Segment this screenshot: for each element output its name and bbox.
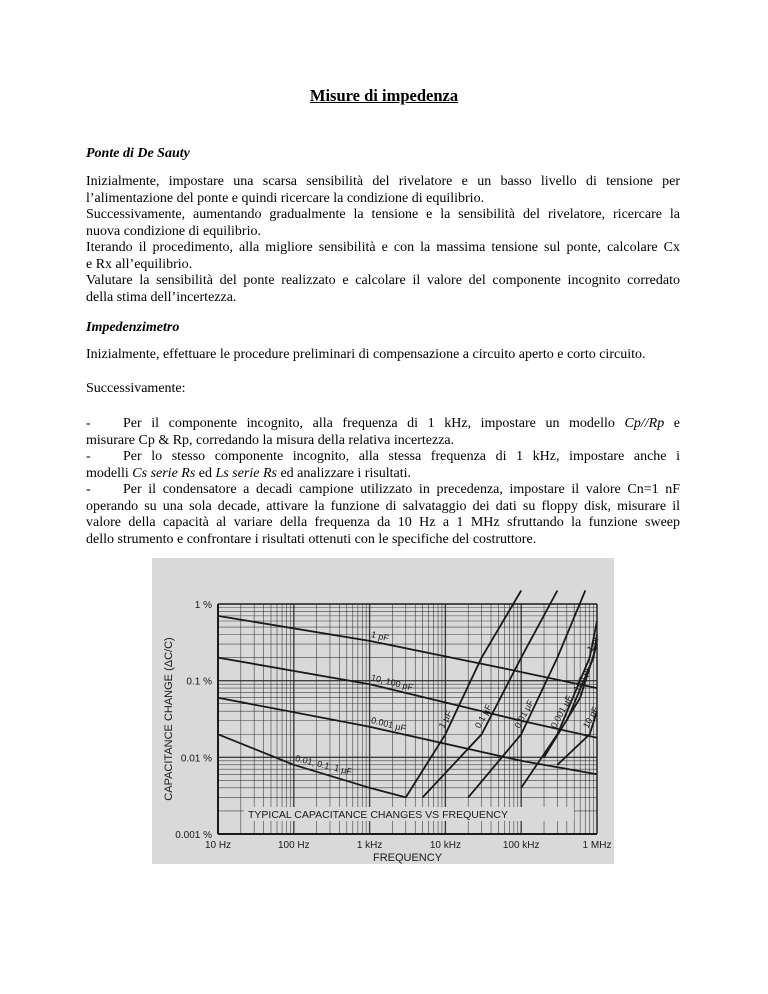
de-sauty-paragraph	[86, 174, 680, 306]
x-tick-label: 100 kHz	[502, 840, 540, 851]
series-line	[218, 616, 597, 688]
list-item-line: - Per lo stesso componente incognito, alla stessa frequenza di 1 kHz, impostare anche i	[86, 449, 680, 464]
y-axis-label: CAPACITANCE CHANGE (ΔC/C)	[163, 637, 175, 801]
page-title: Misure di impedenza	[309, 86, 459, 105]
list-dash: -	[86, 449, 91, 464]
x-tick-label: 100 Hz	[277, 840, 310, 851]
series-label: 10, 100 pF	[370, 672, 415, 693]
list-dash: -	[86, 482, 91, 497]
text-line: nuova condizione di equilibrio.	[86, 223, 261, 239]
impedenzimetro-intro	[86, 347, 680, 364]
series-label: 10 pF	[580, 704, 601, 730]
text-line: Successivamente:	[86, 381, 186, 396]
series-label: 1 pF	[584, 632, 603, 654]
series-line	[218, 698, 597, 775]
series-line	[406, 591, 521, 798]
text-line: Iterando il procedimento, alla migliore sensibilità e con la massima tensione sul ponte, calcolare Cx	[86, 240, 680, 255]
list-item-line: - Per il componente incognito, alla frequenza di 1 kHz, impostare un modello Cp//Rp e	[86, 416, 681, 431]
series-label: 0.001 µF	[548, 693, 575, 730]
list-item-line: operando su una sola decade, attivare la funzione di salvataggio dei dati su floppy disk, misurare il	[86, 498, 680, 514]
impedenzimetro-then	[86, 381, 680, 398]
text-line: della stima dell’incertezza.	[86, 289, 237, 305]
capacitance-chart	[152, 558, 614, 864]
text-line: Successivamente, aumentando gradualmente la tensione e la sensibilità del rivelatore, ricercare la	[86, 207, 680, 222]
text-line: e Rx all’equilibrio.	[86, 256, 193, 272]
series-label: 0.01 µF	[512, 697, 536, 730]
x-axis-label: FREQUENCY	[372, 852, 443, 864]
y-tick-label: 0.01 %	[180, 753, 212, 765]
text-line: Inizialmente, effettuare le procedure preliminari di compensazione a circuito aperto e corto circuito.	[86, 347, 646, 362]
x-tick-label: 1 kHz	[356, 840, 383, 851]
procedure-list	[86, 416, 680, 548]
series-label: 1 µF	[436, 709, 455, 730]
section-heading-de-sauty: Ponte di De Sauty	[86, 146, 190, 161]
series-label: 0.001 µF	[370, 715, 408, 734]
y-tick-label: 0.1 %	[186, 676, 212, 688]
series-label: 0.1 µF	[472, 702, 494, 730]
capacitance-chart-figure	[152, 558, 614, 864]
list-item-line: valore della capacità al variare della frequenza da 10 Hz a 1 MHz sfruttando la funzione sweep	[86, 515, 680, 530]
x-tick-label: 10 Hz	[204, 840, 232, 851]
series-line	[423, 591, 558, 798]
series-line	[468, 591, 585, 798]
chart-inner-title: TYPICAL CAPACITANCE CHANGES VS FREQUENCY	[248, 809, 509, 821]
text-line: Inizialmente, impostare una scarsa sensibilità del rivelatore e un basso livello di tensione per	[86, 174, 680, 189]
list-dash: -	[86, 416, 91, 431]
list-item-line: modelli Cs serie Rs ed Ls serie Rs ed analizzare i risultati.	[86, 465, 412, 481]
series-label: 100 pF	[571, 663, 594, 694]
series-label: 1 pF	[370, 629, 390, 644]
list-item-line: misurare Cp & Rp, corredando la misura della relativa incertezza.	[86, 432, 455, 448]
y-tick-label: 1 %	[194, 600, 212, 611]
text-line: Valutare la sensibilità del ponte realizzato e calcolare il valore del componente incognito corredato	[86, 273, 680, 288]
y-tick-label: 0.001 %	[175, 830, 212, 841]
section-heading-impedenzimetro: Impedenzimetro	[86, 320, 180, 335]
series-label: 0.01, 0.1, 1 µF	[294, 753, 354, 777]
list-item-line: dello strumento e confrontare i risultati ottenuti con le specifiche del costruttore.	[86, 531, 537, 547]
list-item-line: - Per il condensatore a decadi campione utilizzato in precedenza, impostare il valore Cn=1 nF	[86, 482, 680, 497]
x-tick-label: 1 MHz	[582, 840, 612, 851]
x-tick-label: 10 kHz	[429, 840, 461, 851]
text-line: l’alimentazione del ponte e quindi ricercare la condizione di equilibrio.	[86, 190, 485, 206]
